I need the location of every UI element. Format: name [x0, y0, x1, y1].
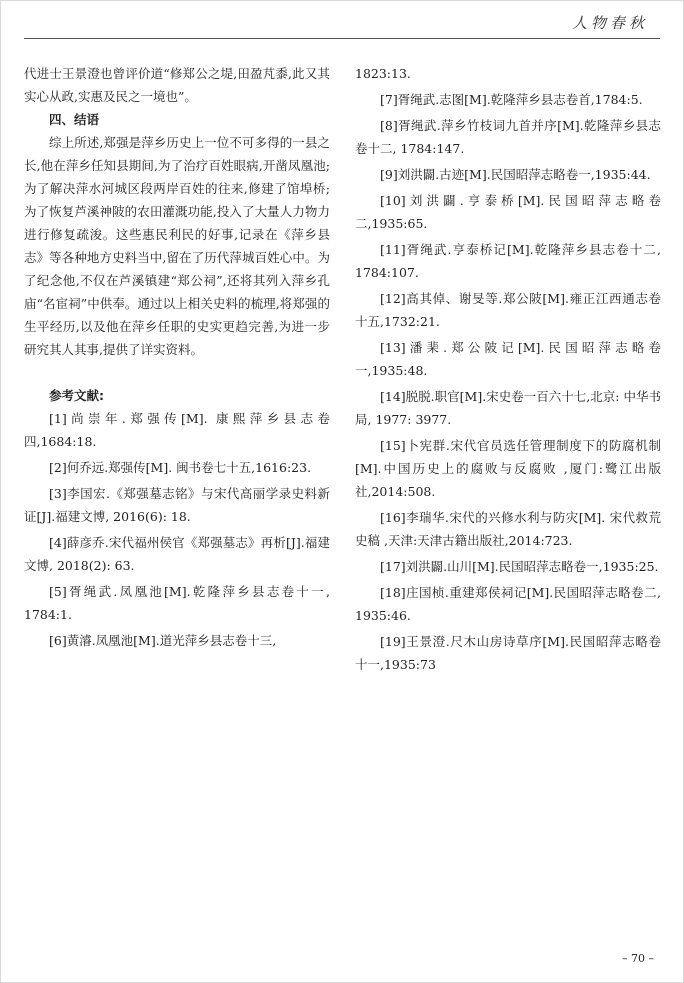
section-heading: 四、结语 [49, 112, 100, 127]
reference-item: [4]薛彦乔.宋代福州侯官《郑强墓志》再析[J].福建文博, 2018(2): 63. [24, 535, 330, 573]
running-header-title: 人物春秋 [571, 14, 648, 32]
reference-item: [17]刘洪闢.山川[M].民国昭萍志略卷一,1935:25. [380, 559, 659, 574]
reference-item: [18]庄国桢.重建郑侯祠记[M].民国昭萍志略卷二, 1935:46. [355, 585, 661, 623]
reference-item: [6]黄濬.凤凰池[M].道光萍乡县志卷十三, [49, 633, 277, 648]
references-list-left [24, 407, 330, 652]
page-number: – 70 – [622, 952, 654, 965]
reference-item: [19]王景澄.尺木山房诗草序[M].民国昭萍志略卷十一,1935:73 [355, 634, 661, 672]
references-list-right [355, 88, 661, 676]
reference-continuation: 1823:13. [355, 66, 411, 81]
reference-item: [1]尚崇年.郑强传[M]. 康熙萍乡县志卷四,1684:18. [24, 411, 330, 449]
intro-paragraph: 代进士王景澄也曾评价道“修郑公之堤,田盈芃黍,此又其实心从政,实惠及民之一境也”。 [24, 66, 330, 104]
reference-item: [7]胥绳武.志图[M].乾隆萍乡县志卷首,1784:5. [380, 92, 643, 107]
reference-item: [14]脱脱.职官[M].宋史卷一百六十七,北京: 中华书局, 1977: 3977. [355, 389, 661, 427]
reference-item: [8]胥绳武.萍乡竹枝词九首并序[M].乾隆萍乡县志卷十二, 1784:147. [355, 118, 661, 156]
reference-item: [9]刘洪闢.古迹[M].民国昭萍志略卷一,1935:44. [380, 167, 651, 182]
reference-item: [3]李国宏.《郑强墓志铭》与宋代高丽学录史料新证[J].福建文博, 2016(6): 18. [24, 486, 330, 524]
references-heading: 参考文献: [49, 388, 104, 403]
reference-item: [12]高其倬、谢旻等.郑公陂[M].雍正江西通志卷十五,1732:21. [355, 291, 661, 329]
right-column [355, 62, 661, 679]
header-rule [24, 38, 660, 39]
reference-item: [2]何乔远.郑强传[M]. 闽书卷七十五,1616:23. [49, 460, 312, 475]
reference-item: [16]李瑞华.宋代的兴修水利与防灾[M]. 宋代救荒史稿 ,天津:天津古籍出版社,2014:723. [355, 510, 661, 548]
left-column [24, 62, 330, 655]
reference-item: [15]卜宪群.宋代官员选任管理制度下的防腐机制[M].中国历史上的腐败与反腐败 ,厦门:鹭江出版社,2014:508. [355, 438, 661, 499]
reference-item: [10]刘洪闢.亨泰桥[M].民国昭萍志略卷二,1935:65. [355, 193, 661, 231]
reference-item: [11]胥绳武.亨泰桥记[M].乾隆萍乡县志卷十二, 1784:107. [355, 242, 661, 280]
conclusion-paragraph: 综上所述,郑强是萍乡历史上一位不可多得的一县之长,他在萍乡任知县期间,为了治疗百姓眼病,开凿凤凰池;为了解决萍水河城区段两岸百姓的往来,修建了馆埠桥;为了恢复芦溪神陂的农田灌溉功能,投入了大量人力物力进行修复疏浚。这些惠民利民的好事,记录在《萍乡县志》等各种地方史料当中,留在了历代萍城百姓心中。为了纪念他,不仅在芦溪镇建“郑公祠”,还将其列入萍乡孔庙“名宦祠”中供奉。通过以上相关史料的梳理,将郑强的生平经历,以及他在萍乡任职的史实更趋完善,为进一步研究其人其事,提供了详实资料。 [24, 135, 330, 357]
reference-item: [13]潘棐.郑公陂记[M].民国昭萍志略卷一,1935:48. [355, 340, 661, 378]
reference-item: [5]胥绳武.凤凰池[M].乾隆萍乡县志卷十一, 1784:1. [24, 584, 330, 622]
